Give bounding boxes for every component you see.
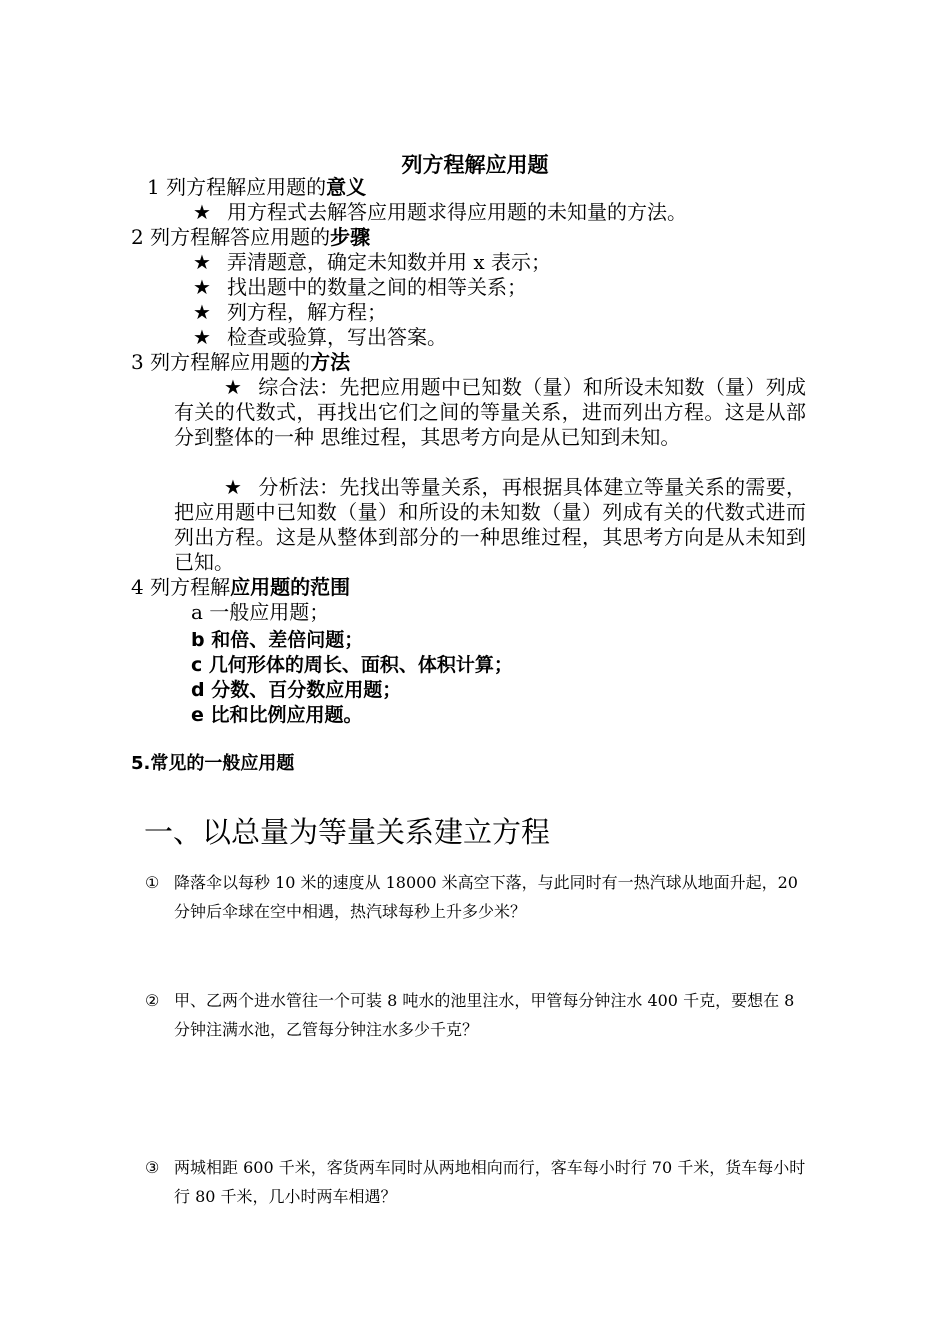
- section-4-heading-keyword: 应用题的范围: [230, 575, 351, 599]
- list-item: ★ 找出题中的数量之间的相等关系；: [193, 275, 527, 299]
- question-text: 降落伞以每秒 10 米的速度从 18000 米高空下落，与此同时有一热汽球从地面升起，20 分钟后伞球在空中相遇，热汽球每秒上升多少米？: [174, 873, 798, 921]
- method-analysis-paragraph: ★ 分析法：先找出等量关系，再根据具体建立等量关系的需要，把应用题中已知数（量）和所设的未知数（量）列成有关的代数式进而列出方程。这是从整体到部分的一种思维过程，其思考方向是从未知到已知。: [174, 475, 806, 574]
- part-heading: 一、以总量为等量关系建立方程: [144, 815, 551, 849]
- list-item: ★ 检查或验算，写出答案。: [193, 325, 447, 349]
- list-item: d 分数、百分数应用题；: [191, 679, 402, 701]
- section-3-heading-keyword: 方法: [310, 350, 351, 374]
- star-icon: ★: [193, 200, 211, 224]
- star-icon: ★: [224, 475, 242, 499]
- section-5-heading: 5.常见的一般应用题: [131, 753, 295, 774]
- star-icon: ★: [193, 275, 211, 299]
- star-icon: ★: [193, 300, 211, 324]
- list-item: e 比和比例应用题。: [191, 704, 363, 726]
- question-item: [145, 986, 810, 1044]
- section-2-heading-text: 2 列方程解答应用题的: [131, 225, 331, 249]
- list-item: b 和倍、差倍问题；: [191, 629, 364, 651]
- question-item: [145, 868, 810, 926]
- list-item: c 几何形体的周长、面积、体积计算；: [191, 654, 513, 676]
- page-title: 列方程解应用题: [401, 153, 549, 177]
- list-item: a 一般应用题；: [191, 600, 330, 624]
- question-item: [145, 1153, 810, 1211]
- section-4-heading: [131, 575, 350, 600]
- question-number: ②: [145, 991, 160, 1010]
- section-3-heading-text: 3 列方程解应用题的: [131, 350, 311, 374]
- section-2-heading: [131, 225, 370, 250]
- section-1-heading: [147, 175, 366, 200]
- list-item: ★ 弄清题意，确定未知数并用 x 表示；: [193, 250, 551, 274]
- list-item: ★ 列方程，解方程；: [193, 300, 387, 324]
- section-1-heading-text: 1 列方程解应用题的: [147, 175, 327, 199]
- question-number: ①: [145, 873, 160, 892]
- section-4-heading-text: 4 列方程解: [131, 575, 231, 599]
- section-3-heading: [131, 350, 350, 375]
- section-2-heading-keyword: 步骤: [330, 225, 371, 249]
- star-icon: ★: [193, 250, 211, 274]
- question-number: ③: [145, 1158, 160, 1177]
- star-icon: ★: [193, 325, 211, 349]
- section-1-heading-keyword: 意义: [326, 175, 367, 199]
- method-synthesis-paragraph: ★ 综合法：先把应用题中已知数（量）和所设未知数（量）列成有关的代数式，再找出它们之间的等量关系，进而列出方程。这是从部分到整体的一种 思维过程，其思考方向是从已知到未知。: [174, 375, 806, 449]
- list-item: ★ 用方程式去解答应用题求得应用题的未知量的方法。: [193, 200, 687, 224]
- question-text: 两城相距 600 千米，客货两车同时从两地相向而行，客车每小时行 70 千米，货车每小时行 80 千米，几小时两车相遇？: [174, 1158, 806, 1206]
- question-text: 甲、乙两个进水管往一个可装 8 吨水的池里注水，甲管每分钟注水 400 千克，要想在 8 分钟注满水池，乙管每分钟注水多少千克？: [174, 991, 795, 1039]
- star-icon: ★: [224, 375, 242, 399]
